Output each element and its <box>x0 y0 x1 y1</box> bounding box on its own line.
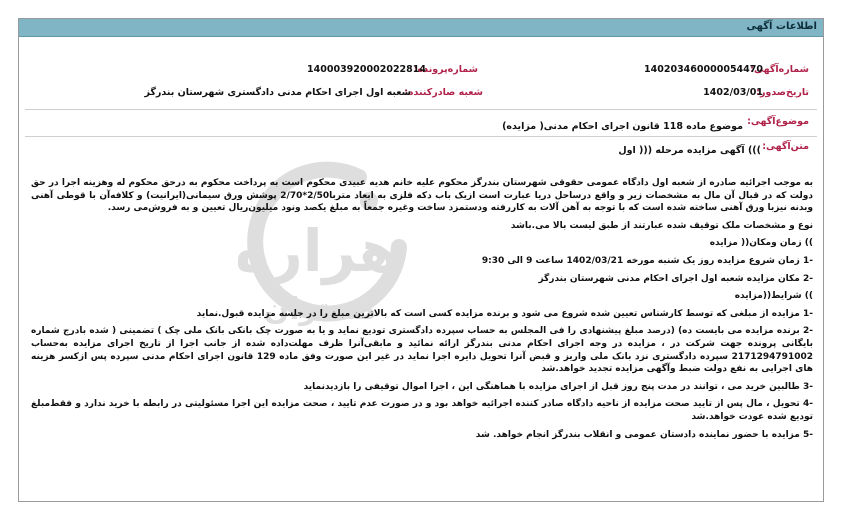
ad-number-value: 140203460000054470 <box>644 64 763 75</box>
issuing-branch-value: شعبه اول اجرای احکام مدنی دادگستری شهرستان بندرگز <box>144 87 411 98</box>
divider <box>25 136 817 137</box>
body-paragraph-5: -2 مکان مزایده شعبه اول اجرای احکام مدنی شهرستان بندرگز <box>538 273 813 284</box>
panel-title: اطلاعات آگهی <box>746 21 817 32</box>
file-number-label: شماره‌پرونده: <box>413 64 478 75</box>
ad-number-label: شماره‌آگهی: <box>750 64 809 75</box>
body-paragraph-3: )) زمان ومکان(( مزایده <box>709 238 813 249</box>
body-paragraph-9: -3 طالبین خرید می ، توانند در مدت پنج روز قبل از اجرای مزایده با هماهنگی این ، اجرا اموال توقیفی را بازدیدنماید <box>303 381 813 392</box>
notice-panel <box>18 18 824 502</box>
watermark-sub-text: گستران <box>263 292 379 327</box>
panel-header <box>19 19 823 37</box>
notice-body <box>31 177 813 446</box>
body-paragraph-1: به موجب اجرائیه صادره از شعبه اول دادگاه عمومی حقوقی شهرستان بندرگز محکوم علیه خانم هدیه عبیدی محکوم است به پرداخت محکوم به درحق محکوم له وهزینه اجرا در حق دولت که در قبال آن مال به مشخصات زیر و واقع درساحل دریا عبارت است ازیک باب دکه فلزی به ابعاد متربا2/50*2/70 پوشش ورق سیمانی(ایرانیت) و کلافه‌آن با قوطی آهنی وبدنه نیزبا ورق آهنی ساخته شده است که با توجه به آهن آلات به کاررفته ودستمزد ساخت وغیره جمعاً به مبلغ یکصد ونود میلیون‌ریال تعیین و به فروش‌می رسد. <box>31 178 813 214</box>
watermark-logo-text: هراره <box>235 217 399 285</box>
body-paragraph-11: -5 مزایده با حضور نماینده دادستان عمومی و انقلاب بندرگز انجام خواهد. شد <box>475 429 813 440</box>
subject-label: موضوع‌آگهی: <box>747 116 809 127</box>
file-number-value: 140003920002022814 <box>307 64 426 75</box>
body-paragraph-7: -1 مزایده از مبلغی که توسط کارشناس تعیین شده شروع می شود و برنده مزایده کسی است که بالاترین مبلغ را در جلسه مزایده قبول.نماید <box>196 308 813 319</box>
text-label: متن‌آگهی: <box>762 141 809 152</box>
issue-date-label: تاریخ‌صدور: <box>756 87 809 98</box>
issue-date-value: 1402/03/01 <box>703 87 763 98</box>
divider <box>25 109 817 110</box>
body-paragraph-2: نوع و مشخصات ملک توقیف شده عبارتند از طبق لیست بالا می.باشد <box>510 220 813 231</box>
subject-value: موضوع ماده 118 قانون اجرای احکام مدنی( مزایده) <box>502 121 743 132</box>
body-paragraph-6: )) شرایط((مزایده <box>734 291 813 302</box>
body-paragraph-4: -1 زمان شروع مزایده روز یک شنبه مورخه 1402/03/21 ساعت 9 الی 9:30 <box>481 255 813 266</box>
body-paragraph-10: -4 تحویل ، مال پس از تایید صحت مزایده از ناحیه دادگاه صادر کننده اجرائیه خواهد بود و در صورت عدم تایید ، صحت مزایده این اجرا مسئولیتی در رابطه با خرید ندارد و فقط‌مبلغ تودیع شده عودت خواهد.شد <box>31 399 813 422</box>
body-paragraph-8: -2 برنده مزایده می بایست ده) (درصد مبلغ پیشنهادی را فی المجلس به حساب سپرده دادگستری تودیع نماید و یا به صورت چک بانکی بانک ملی چک ) تضمینی ( شده بادرج شماره بایگانی پرونده جهت شرکت در ، مزایده در وجه اجرای احکام مدنی بندرگز ارائه نمائید و مابقی‌آنرا ظرف مهلت‌داده شده از جانب اجرا از تاریخ اجرای مزایده به‌حساب 2171294791002 سپرده دادگستری نزد بانک ملی واریز و قبض آنرا تحویل دایره اجرا نماید در غیر این صورت وفق ماده 129 قانون اجرای احکام مدنی سپرده پس ازکسر هزینه های اجرایی به نفع دولت ضبط وآگهی مزایده تجدید خواهد.شد <box>31 326 813 375</box>
text-heading: ))) آگهی مزایده مرحله ((( اول <box>618 145 761 156</box>
issuing-branch-label: شعبه صادر‌کننده: <box>404 87 483 98</box>
